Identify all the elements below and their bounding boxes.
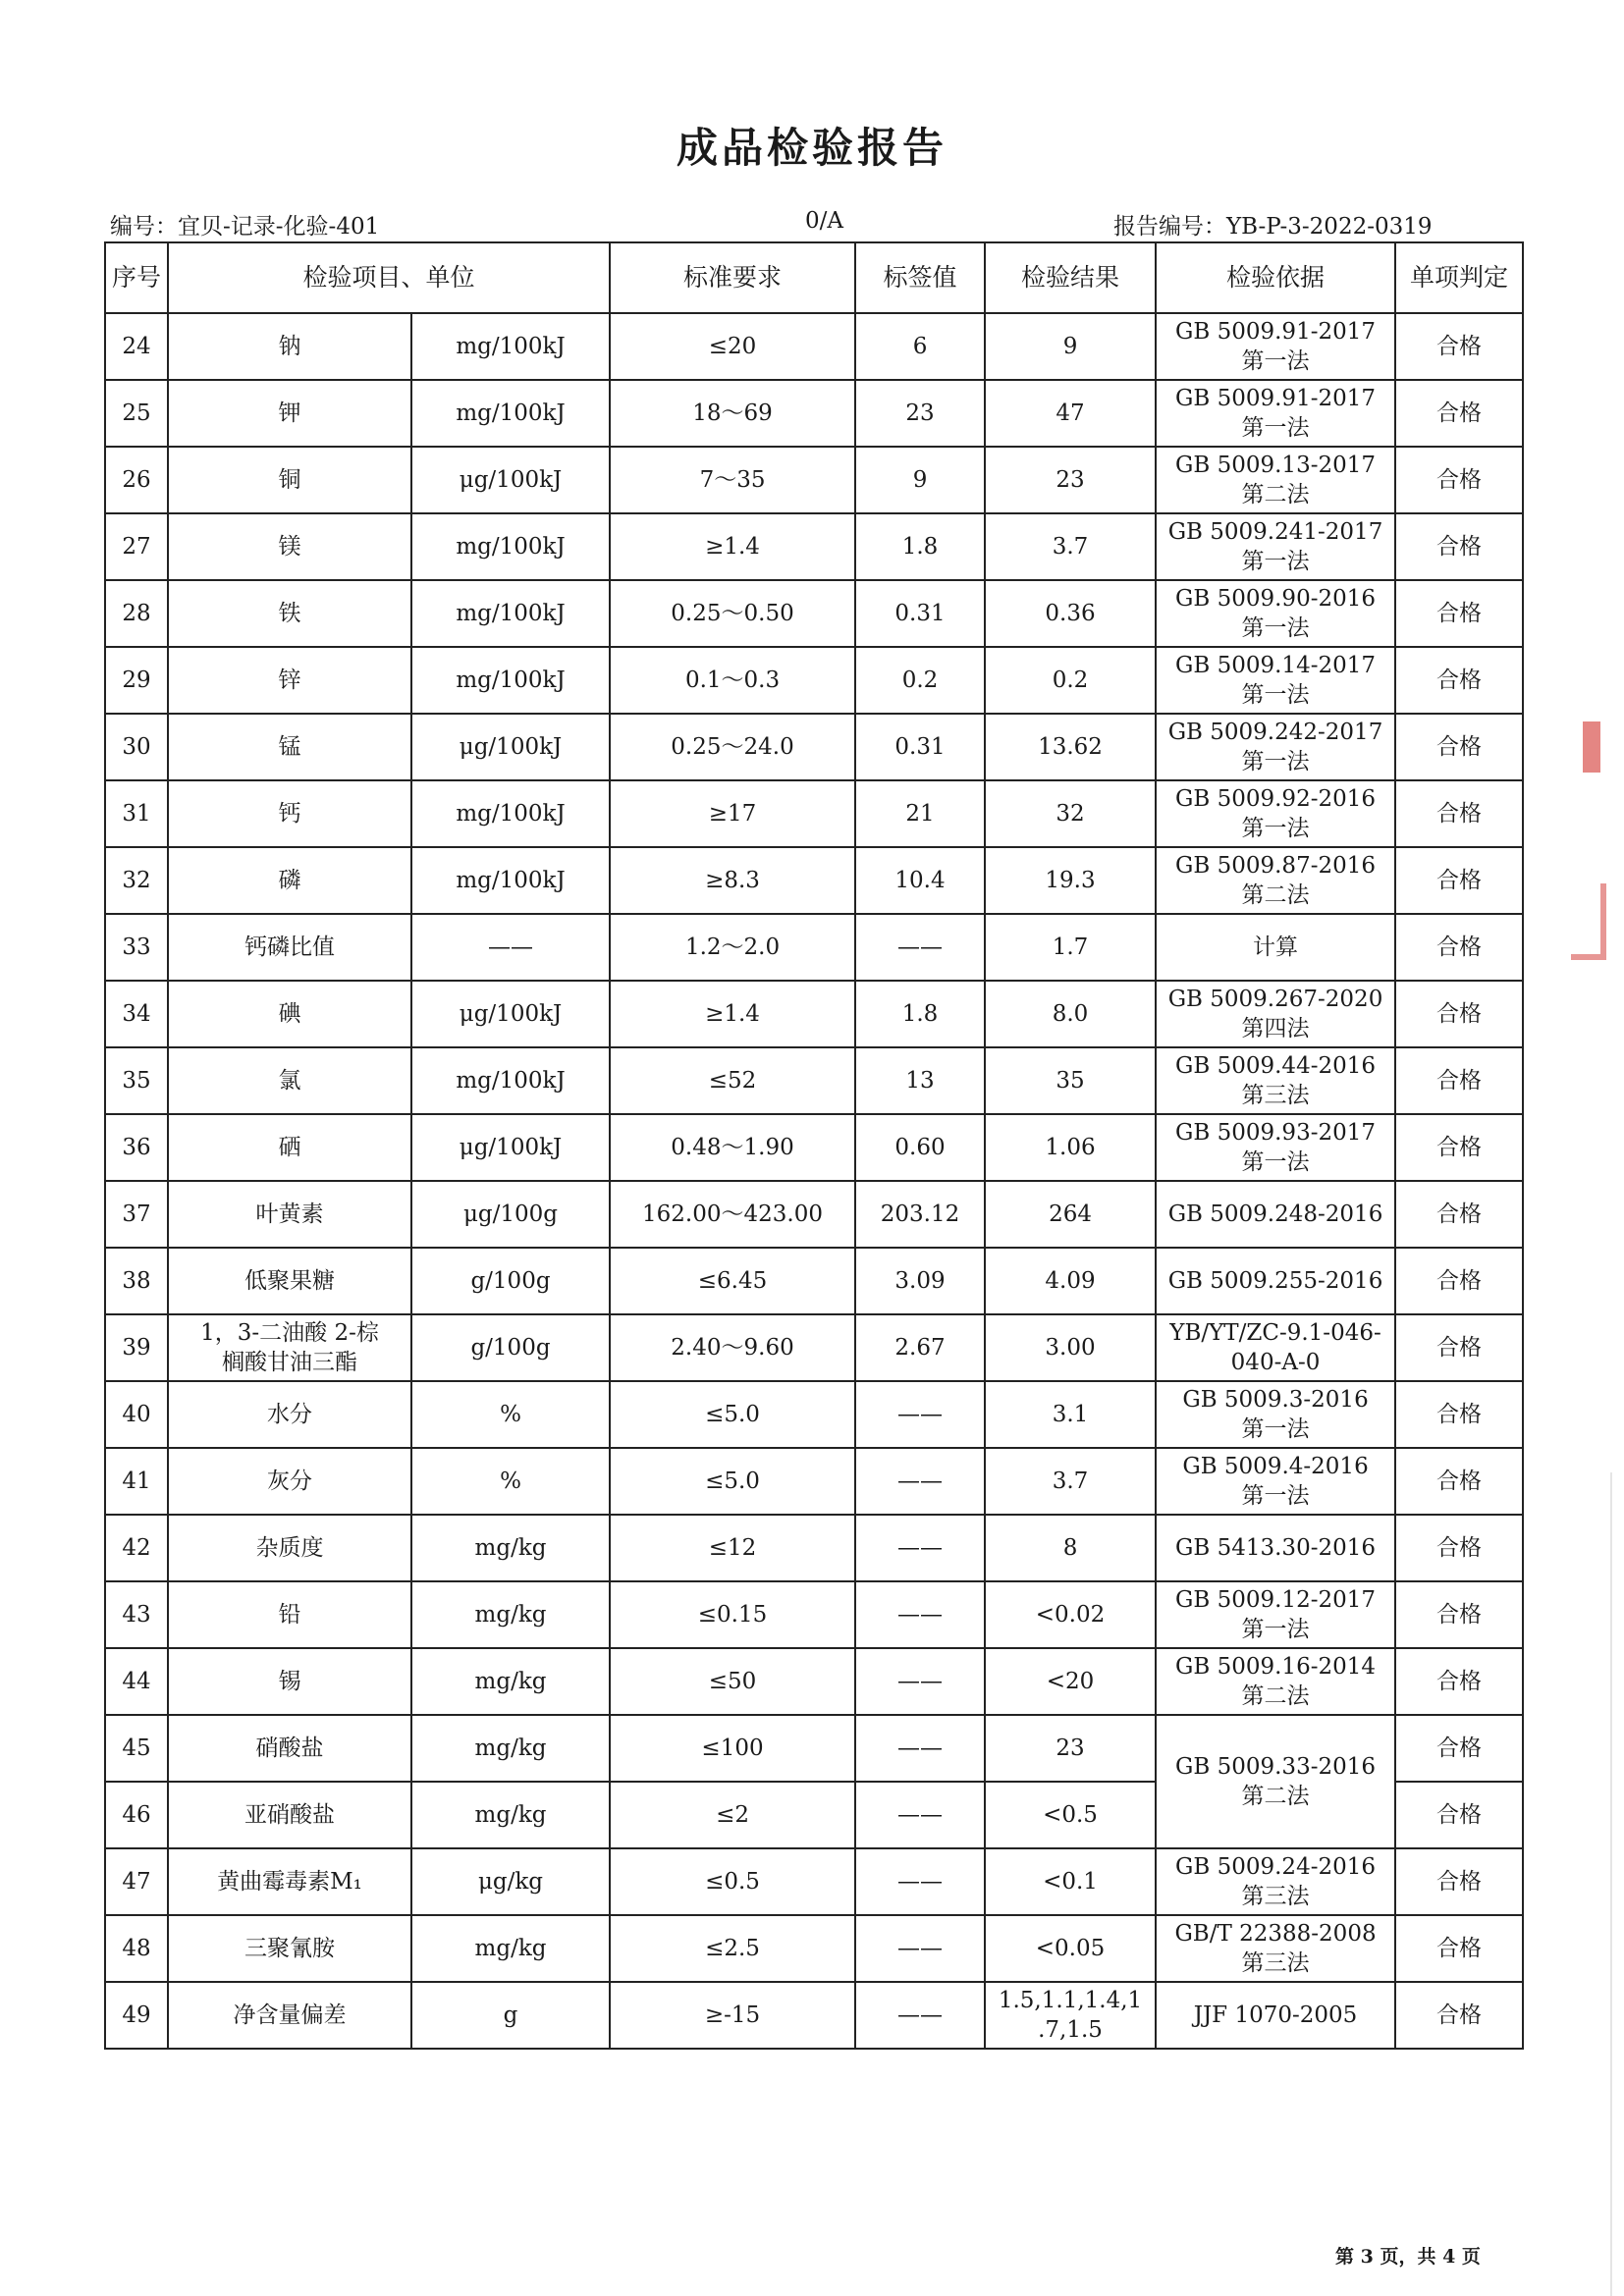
page-edge xyxy=(1610,1472,1612,2296)
cell-label: 1.8 xyxy=(855,981,985,1047)
cell-label: 203.12 xyxy=(855,1181,985,1248)
cell-label: 3.09 xyxy=(855,1248,985,1314)
cell-judge: 合格 xyxy=(1395,1047,1523,1114)
cell-no: 44 xyxy=(105,1648,168,1715)
cell-item: 铜 xyxy=(168,447,411,513)
cell-label: —— xyxy=(855,1848,985,1915)
cell-judge: 合格 xyxy=(1395,380,1523,447)
cell-result: 35 xyxy=(985,1047,1156,1114)
cell-label: —— xyxy=(855,914,985,981)
cell-standard: ≤5.0 xyxy=(610,1448,855,1515)
cell-label: 23 xyxy=(855,380,985,447)
cell-result: 264 xyxy=(985,1181,1156,1248)
cell-item: 杂质度 xyxy=(168,1515,411,1581)
cell-standard: 1.2～2.0 xyxy=(610,914,855,981)
cell-standard: ≤0.15 xyxy=(610,1581,855,1648)
table-header-row xyxy=(105,242,1523,313)
cell-judge: 合格 xyxy=(1395,1982,1523,2049)
table-row xyxy=(105,1715,1523,1782)
cell-judge: 合格 xyxy=(1395,1782,1523,1848)
cell-no: 43 xyxy=(105,1581,168,1648)
cell-standard: ≤20 xyxy=(610,313,855,380)
col-header-item: 检验项目、单位 xyxy=(168,242,610,313)
cell-judge: 合格 xyxy=(1395,1114,1523,1181)
cell-unit: mg/kg xyxy=(411,1648,610,1715)
cell-standard: 162.00～423.00 xyxy=(610,1181,855,1248)
cell-label: —— xyxy=(855,1915,985,1982)
cell-unit: mg/kg xyxy=(411,1515,610,1581)
cell-basis: GB 5009.242-2017 第一法 xyxy=(1156,714,1395,780)
cell-unit: % xyxy=(411,1381,610,1448)
cell-item: 氯 xyxy=(168,1047,411,1114)
cell-judge: 合格 xyxy=(1395,1314,1523,1381)
cell-item: 净含量偏差 xyxy=(168,1982,411,2049)
cell-result: 1.7 xyxy=(985,914,1156,981)
cell-standard: ≤50 xyxy=(610,1648,855,1715)
cell-label: 6 xyxy=(855,313,985,380)
cell-basis: 计算 xyxy=(1156,914,1395,981)
cell-item: 钙 xyxy=(168,780,411,847)
cell-judge: 合格 xyxy=(1395,1848,1523,1915)
cell-label: —— xyxy=(855,1782,985,1848)
cell-unit: mg/100kJ xyxy=(411,647,610,714)
col-header-standard: 标准要求 xyxy=(610,242,855,313)
col-header-result: 检验结果 xyxy=(985,242,1156,313)
cell-item: 钾 xyxy=(168,380,411,447)
cell-unit: mg/100kJ xyxy=(411,513,610,580)
cell-item: 低聚果糖 xyxy=(168,1248,411,1314)
cell-no: 26 xyxy=(105,447,168,513)
cell-result: 1.5,1.1,1.4,1 .7,1.5 xyxy=(985,1982,1156,2049)
table-row xyxy=(105,1248,1523,1314)
cell-result: 3.00 xyxy=(985,1314,1156,1381)
cell-unit: g/100g xyxy=(411,1314,610,1381)
table-row xyxy=(105,1581,1523,1648)
cell-result: 8 xyxy=(985,1515,1156,1581)
cell-label: 0.31 xyxy=(855,714,985,780)
cell-unit: μg/100kJ xyxy=(411,1114,610,1181)
cell-result: 13.62 xyxy=(985,714,1156,780)
cell-item: 铅 xyxy=(168,1581,411,1648)
cell-item: 锌 xyxy=(168,647,411,714)
cell-no: 27 xyxy=(105,513,168,580)
cell-standard: ≤5.0 xyxy=(610,1381,855,1448)
cell-no: 42 xyxy=(105,1515,168,1581)
cell-result: <0.1 xyxy=(985,1848,1156,1915)
cell-judge: 合格 xyxy=(1395,1915,1523,1982)
cell-unit: % xyxy=(411,1448,610,1515)
cell-basis: GB 5009.4-2016 第一法 xyxy=(1156,1448,1395,1515)
cell-unit: mg/100kJ xyxy=(411,1047,610,1114)
cell-unit: g xyxy=(411,1982,610,2049)
table-row xyxy=(105,1915,1523,1982)
cell-basis: GB 5009.255-2016 xyxy=(1156,1248,1395,1314)
cell-standard: ≤0.5 xyxy=(610,1848,855,1915)
cell-result: <0.05 xyxy=(985,1915,1156,1982)
cell-basis: GB 5009.93-2017 第一法 xyxy=(1156,1114,1395,1181)
cell-result: <0.02 xyxy=(985,1581,1156,1648)
cell-basis: GB 5009.90-2016 第一法 xyxy=(1156,580,1395,647)
cell-unit: g/100g xyxy=(411,1248,610,1314)
cell-no: 32 xyxy=(105,847,168,914)
document-number: 编号：宜贝-记录-化验-401 xyxy=(110,214,380,240)
cell-label: —— xyxy=(855,1515,985,1581)
cell-result: 23 xyxy=(985,447,1156,513)
cell-result: 3.7 xyxy=(985,513,1156,580)
cell-label: 0.31 xyxy=(855,580,985,647)
cell-basis: GB 5009.92-2016 第一法 xyxy=(1156,780,1395,847)
cell-standard: 7～35 xyxy=(610,447,855,513)
cell-no: 33 xyxy=(105,914,168,981)
col-header-basis: 检验依据 xyxy=(1156,242,1395,313)
table-row xyxy=(105,647,1523,714)
cell-item: 硝酸盐 xyxy=(168,1715,411,1782)
table-row xyxy=(105,313,1523,380)
cell-unit: mg/100kJ xyxy=(411,580,610,647)
table-row xyxy=(105,1448,1523,1515)
cell-standard: 0.48～1.90 xyxy=(610,1114,855,1181)
cell-no: 47 xyxy=(105,1848,168,1915)
cell-no: 48 xyxy=(105,1915,168,1982)
cell-unit: mg/kg xyxy=(411,1782,610,1848)
col-header-no: 序号 xyxy=(105,242,168,313)
cell-item: 钠 xyxy=(168,313,411,380)
cell-unit: mg/kg xyxy=(411,1715,610,1782)
cell-no: 38 xyxy=(105,1248,168,1314)
cell-basis: GB 5009.12-2017 第一法 xyxy=(1156,1581,1395,1648)
cell-unit: μg/100g xyxy=(411,1181,610,1248)
cell-standard: ≤2.5 xyxy=(610,1915,855,1982)
cell-result: <0.5 xyxy=(985,1782,1156,1848)
table-row xyxy=(105,1515,1523,1581)
table-row xyxy=(105,1648,1523,1715)
cell-item: 硒 xyxy=(168,1114,411,1181)
cell-result: <20 xyxy=(985,1648,1156,1715)
cell-item: 水分 xyxy=(168,1381,411,1448)
cell-item: 叶黄素 xyxy=(168,1181,411,1248)
cell-standard: 2.40～9.60 xyxy=(610,1314,855,1381)
cell-no: 41 xyxy=(105,1448,168,1515)
cell-result: 8.0 xyxy=(985,981,1156,1047)
cell-judge: 合格 xyxy=(1395,1581,1523,1648)
cell-no: 37 xyxy=(105,1181,168,1248)
cell-no: 31 xyxy=(105,780,168,847)
cell-item: 灰分 xyxy=(168,1448,411,1515)
cell-basis: GB 5009.241-2017 第一法 xyxy=(1156,513,1395,580)
cell-no: 39 xyxy=(105,1314,168,1381)
cell-unit: μg/kg xyxy=(411,1848,610,1915)
cell-judge: 合格 xyxy=(1395,1248,1523,1314)
cell-standard: ≤6.45 xyxy=(610,1248,855,1314)
cell-result: 32 xyxy=(985,780,1156,847)
cell-judge: 合格 xyxy=(1395,647,1523,714)
cell-basis: GB 5009.13-2017 第二法 xyxy=(1156,447,1395,513)
cell-label: 1.8 xyxy=(855,513,985,580)
table-body xyxy=(105,313,1523,2049)
table-row xyxy=(105,1181,1523,1248)
table-row xyxy=(105,1314,1523,1381)
cell-item: 碘 xyxy=(168,981,411,1047)
cell-no: 34 xyxy=(105,981,168,1047)
cell-label: —— xyxy=(855,1715,985,1782)
cell-no: 24 xyxy=(105,313,168,380)
cell-judge: 合格 xyxy=(1395,780,1523,847)
inspection-table xyxy=(104,241,1524,2050)
cell-item: 黄曲霉毒素M₁ xyxy=(168,1848,411,1915)
cell-item: 锡 xyxy=(168,1648,411,1715)
cell-no: 35 xyxy=(105,1047,168,1114)
cell-label: —— xyxy=(855,1381,985,1448)
table-row xyxy=(105,513,1523,580)
report-number: 报告编号：YB-P-3-2022-0319 xyxy=(1113,214,1433,240)
cell-judge: 合格 xyxy=(1395,580,1523,647)
cell-standard: ≤2 xyxy=(610,1782,855,1848)
cell-judge: 合格 xyxy=(1395,513,1523,580)
cell-unit: mg/100kJ xyxy=(411,313,610,380)
cell-label: 21 xyxy=(855,780,985,847)
cell-basis: YB/YT/ZC-9.1-046- 040-A-0 xyxy=(1156,1314,1395,1381)
col-header-label: 标签值 xyxy=(855,242,985,313)
cell-judge: 合格 xyxy=(1395,847,1523,914)
cell-basis: GB 5009.91-2017 第一法 xyxy=(1156,313,1395,380)
cell-item: 钙磷比值 xyxy=(168,914,411,981)
cell-judge: 合格 xyxy=(1395,914,1523,981)
stamp-mark xyxy=(1583,721,1600,773)
cell-unit: mg/100kJ xyxy=(411,780,610,847)
table-row xyxy=(105,447,1523,513)
cell-result: 3.7 xyxy=(985,1448,1156,1515)
cell-label: —— xyxy=(855,1448,985,1515)
cell-no: 30 xyxy=(105,714,168,780)
cell-standard: ≥17 xyxy=(610,780,855,847)
cell-item: 亚硝酸盐 xyxy=(168,1782,411,1848)
table-row xyxy=(105,780,1523,847)
cell-basis: GB/T 22388-2008 第三法 xyxy=(1156,1915,1395,1982)
table-row xyxy=(105,1848,1523,1915)
cell-judge: 合格 xyxy=(1395,1648,1523,1715)
table-row xyxy=(105,847,1523,914)
table-row xyxy=(105,380,1523,447)
cell-standard: ≤52 xyxy=(610,1047,855,1114)
version: 0/A xyxy=(805,208,843,234)
cell-unit: mg/100kJ xyxy=(411,847,610,914)
cell-label: 9 xyxy=(855,447,985,513)
cell-unit: mg/kg xyxy=(411,1915,610,1982)
cell-label: —— xyxy=(855,1648,985,1715)
cell-item: 铁 xyxy=(168,580,411,647)
cell-item: 锰 xyxy=(168,714,411,780)
cell-judge: 合格 xyxy=(1395,313,1523,380)
page-footer: 第 3 页，共 4 页 xyxy=(1335,2246,1481,2268)
cell-basis: GB 5009.3-2016 第一法 xyxy=(1156,1381,1395,1448)
col-header-judge: 单项判定 xyxy=(1395,242,1523,313)
cell-judge: 合格 xyxy=(1395,1181,1523,1248)
table-row xyxy=(105,580,1523,647)
cell-result: 4.09 xyxy=(985,1248,1156,1314)
cell-result: 9 xyxy=(985,313,1156,380)
cell-label: 0.2 xyxy=(855,647,985,714)
cell-item: 1，3-二油酸 2-棕 榈酸甘油三酯 xyxy=(168,1314,411,1381)
cell-judge: 合格 xyxy=(1395,1448,1523,1515)
cell-standard: ≥1.4 xyxy=(610,981,855,1047)
cell-basis: JJF 1070-2005 xyxy=(1156,1982,1395,2049)
cell-label: —— xyxy=(855,1581,985,1648)
cell-item: 三聚氰胺 xyxy=(168,1915,411,1982)
cell-basis: GB 5413.30-2016 xyxy=(1156,1515,1395,1581)
table-row xyxy=(105,914,1523,981)
cell-judge: 合格 xyxy=(1395,447,1523,513)
cell-no: 46 xyxy=(105,1782,168,1848)
cell-basis: GB 5009.91-2017 第一法 xyxy=(1156,380,1395,447)
cell-unit: μg/100kJ xyxy=(411,714,610,780)
cell-label: 13 xyxy=(855,1047,985,1114)
cell-result: 19.3 xyxy=(985,847,1156,914)
cell-judge: 合格 xyxy=(1395,981,1523,1047)
cell-standard: ≥1.4 xyxy=(610,513,855,580)
cell-unit: mg/100kJ xyxy=(411,380,610,447)
cell-result: 23 xyxy=(985,1715,1156,1782)
cell-result: 0.2 xyxy=(985,647,1156,714)
cell-standard: 0.25～0.50 xyxy=(610,580,855,647)
cell-basis: GB 5009.16-2014 第二法 xyxy=(1156,1648,1395,1715)
cell-standard: 0.1～0.3 xyxy=(610,647,855,714)
cell-basis: GB 5009.87-2016 第二法 xyxy=(1156,847,1395,914)
cell-no: 49 xyxy=(105,1982,168,2049)
cell-standard: ≤12 xyxy=(610,1515,855,1581)
cell-result: 1.06 xyxy=(985,1114,1156,1181)
cell-result: 3.1 xyxy=(985,1381,1156,1448)
cell-basis: GB 5009.44-2016 第三法 xyxy=(1156,1047,1395,1114)
table-row xyxy=(105,714,1523,780)
cell-no: 29 xyxy=(105,647,168,714)
cell-basis: GB 5009.248-2016 xyxy=(1156,1181,1395,1248)
cell-no: 25 xyxy=(105,380,168,447)
cell-basis: GB 5009.33-2016 第二法 xyxy=(1156,1715,1395,1848)
cell-standard: 18～69 xyxy=(610,380,855,447)
cell-label: 2.67 xyxy=(855,1314,985,1381)
cell-judge: 合格 xyxy=(1395,1381,1523,1448)
stamp-mark xyxy=(1571,883,1606,960)
cell-unit: μg/100kJ xyxy=(411,981,610,1047)
cell-basis: GB 5009.14-2017 第一法 xyxy=(1156,647,1395,714)
cell-standard: ≥8.3 xyxy=(610,847,855,914)
cell-basis: GB 5009.267-2020 第四法 xyxy=(1156,981,1395,1047)
cell-label: 10.4 xyxy=(855,847,985,914)
cell-judge: 合格 xyxy=(1395,1715,1523,1782)
cell-item: 磷 xyxy=(168,847,411,914)
cell-item: 镁 xyxy=(168,513,411,580)
cell-basis: GB 5009.24-2016 第三法 xyxy=(1156,1848,1395,1915)
cell-standard: 0.25～24.0 xyxy=(610,714,855,780)
report-title: 成品检验报告 xyxy=(676,124,947,172)
cell-standard: ≥-15 xyxy=(610,1982,855,2049)
table-row xyxy=(105,1047,1523,1114)
cell-unit: μg/100kJ xyxy=(411,447,610,513)
cell-result: 0.36 xyxy=(985,580,1156,647)
cell-label: —— xyxy=(855,1982,985,2049)
cell-unit: —— xyxy=(411,914,610,981)
cell-label: 0.60 xyxy=(855,1114,985,1181)
cell-no: 28 xyxy=(105,580,168,647)
table-row xyxy=(105,1982,1523,2049)
cell-result: 47 xyxy=(985,380,1156,447)
table-row xyxy=(105,1381,1523,1448)
cell-no: 40 xyxy=(105,1381,168,1448)
cell-unit: mg/kg xyxy=(411,1581,610,1648)
table-row xyxy=(105,981,1523,1047)
cell-no: 36 xyxy=(105,1114,168,1181)
cell-standard: ≤100 xyxy=(610,1715,855,1782)
cell-no: 45 xyxy=(105,1715,168,1782)
table-row xyxy=(105,1114,1523,1181)
cell-judge: 合格 xyxy=(1395,714,1523,780)
cell-judge: 合格 xyxy=(1395,1515,1523,1581)
